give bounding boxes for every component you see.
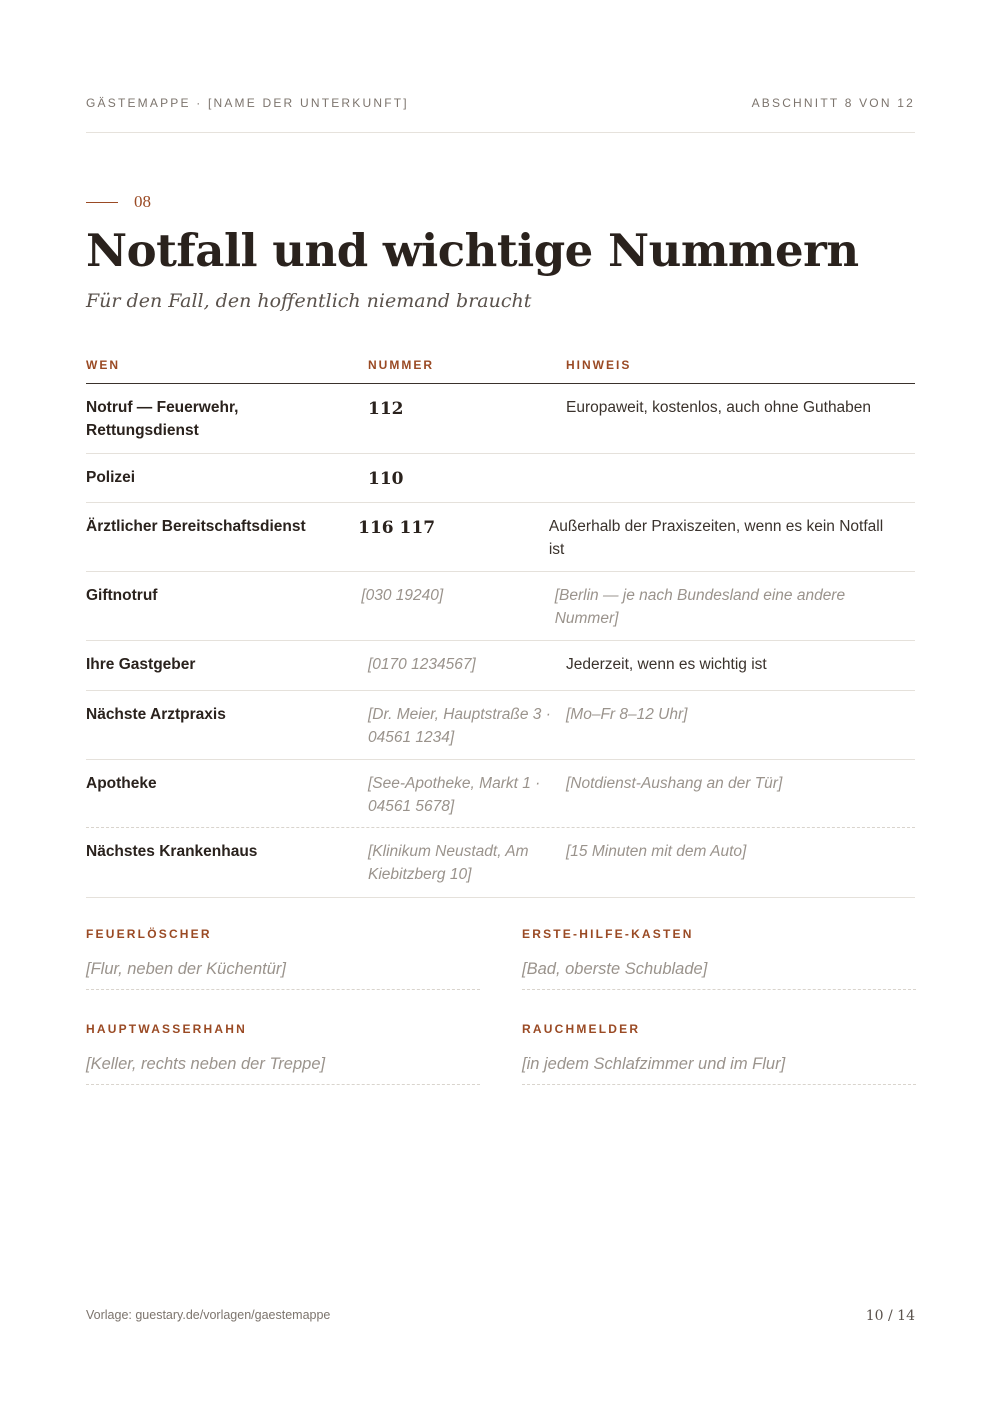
contact-name: Nächstes Krankenhaus bbox=[86, 843, 258, 860]
phone-number: [See-Apotheke, Markt 1 · 04561 5678] bbox=[368, 775, 541, 815]
running-header bbox=[86, 96, 915, 133]
contact-name: Nächste Arztpraxis bbox=[86, 706, 226, 723]
table-row bbox=[86, 572, 915, 641]
contact-name: Ihre Gastgeber bbox=[86, 656, 196, 673]
info-value: [in jedem Schlafzimmer und im Flur] bbox=[522, 1052, 916, 1085]
info-label: ERSTE-HILFE-KASTEN bbox=[522, 927, 694, 941]
contact-name: Giftnotruf bbox=[86, 587, 158, 604]
info-smoke-detector bbox=[522, 1022, 916, 1085]
phone-number: 110 bbox=[368, 469, 404, 489]
page-footer bbox=[86, 1308, 915, 1324]
header-document-title: GÄSTEMAPPE · [NAME DER UNTERKUNFT] bbox=[86, 96, 409, 110]
contact-name: Notruf — Feuerwehr, Rettungsdienst bbox=[86, 399, 239, 439]
contact-note: [Notdienst-Aushang an der Tür] bbox=[566, 775, 783, 792]
info-label: HAUPTWASSERHAHN bbox=[86, 1022, 248, 1036]
phone-number: 112 bbox=[368, 399, 404, 419]
contact-note: Europaweit, kostenlos, auch ohne Guthaben bbox=[566, 399, 872, 416]
table-row bbox=[86, 691, 915, 760]
contact-note: Außerhalb der Praxiszeiten, wenn es kein Notfall ist bbox=[548, 518, 884, 558]
contact-note: [15 Minuten mit dem Auto] bbox=[566, 843, 747, 860]
column-header-who: WEN bbox=[86, 358, 120, 372]
info-first-aid bbox=[522, 927, 916, 990]
table-row bbox=[86, 454, 915, 503]
section-number bbox=[86, 192, 151, 212]
section-rule bbox=[86, 202, 118, 203]
contact-note: Jederzeit, wenn es wichtig ist bbox=[566, 656, 767, 673]
phone-number: [030 19240] bbox=[361, 587, 444, 604]
contact-name: Apotheke bbox=[86, 775, 157, 792]
info-label: RAUCHMELDER bbox=[522, 1022, 641, 1036]
info-label: FEUERLÖSCHER bbox=[86, 927, 212, 941]
document-page bbox=[86, 0, 915, 1415]
contact-note: [Mo–Fr 8–12 Uhr] bbox=[566, 706, 688, 723]
info-value: [Keller, rechts neben der Treppe] bbox=[86, 1052, 480, 1085]
table-row bbox=[86, 641, 915, 691]
table-header bbox=[86, 350, 915, 384]
info-value: [Flur, neben der Küchentür] bbox=[86, 957, 480, 990]
info-water-valve bbox=[86, 1022, 480, 1085]
contact-note bbox=[566, 466, 915, 502]
info-value: [Bad, oberste Schublade] bbox=[522, 957, 916, 990]
table-row bbox=[86, 384, 915, 454]
section-number-label: 08 bbox=[134, 192, 151, 211]
contact-note: [Berlin — je nach Bundesland eine andere Nummer] bbox=[554, 587, 846, 627]
info-extinguisher bbox=[86, 927, 480, 990]
emergency-numbers-table bbox=[86, 350, 915, 898]
table-row bbox=[86, 503, 915, 572]
column-header-note: HINWEIS bbox=[566, 358, 632, 372]
contact-name: Polizei bbox=[86, 469, 136, 486]
phone-number: 116 117 bbox=[358, 518, 436, 538]
phone-number: [0170 1234567] bbox=[368, 656, 476, 673]
table-row bbox=[86, 760, 915, 828]
phone-number: [Dr. Meier, Hauptstraße 3 · 04561 1234] bbox=[368, 706, 551, 746]
template-source: Vorlage: guestary.de/vorlagen/gaestemappe bbox=[86, 1308, 331, 1322]
page-subtitle: Für den Fall, den hoffentlich niemand braucht bbox=[86, 290, 532, 312]
table-row bbox=[86, 828, 915, 898]
phone-number: [Klinikum Neustadt, Am Kiebitzberg 10] bbox=[368, 843, 529, 883]
page-number: 10 / 14 bbox=[865, 1308, 915, 1324]
column-header-number: NUMMER bbox=[368, 358, 434, 372]
page-title: Notfall und wichtige Nummern bbox=[86, 224, 859, 277]
header-section-counter: ABSCHNITT 8 VON 12 bbox=[751, 96, 915, 110]
contact-name: Ärztlicher Bereitschaftsdienst bbox=[86, 518, 306, 535]
